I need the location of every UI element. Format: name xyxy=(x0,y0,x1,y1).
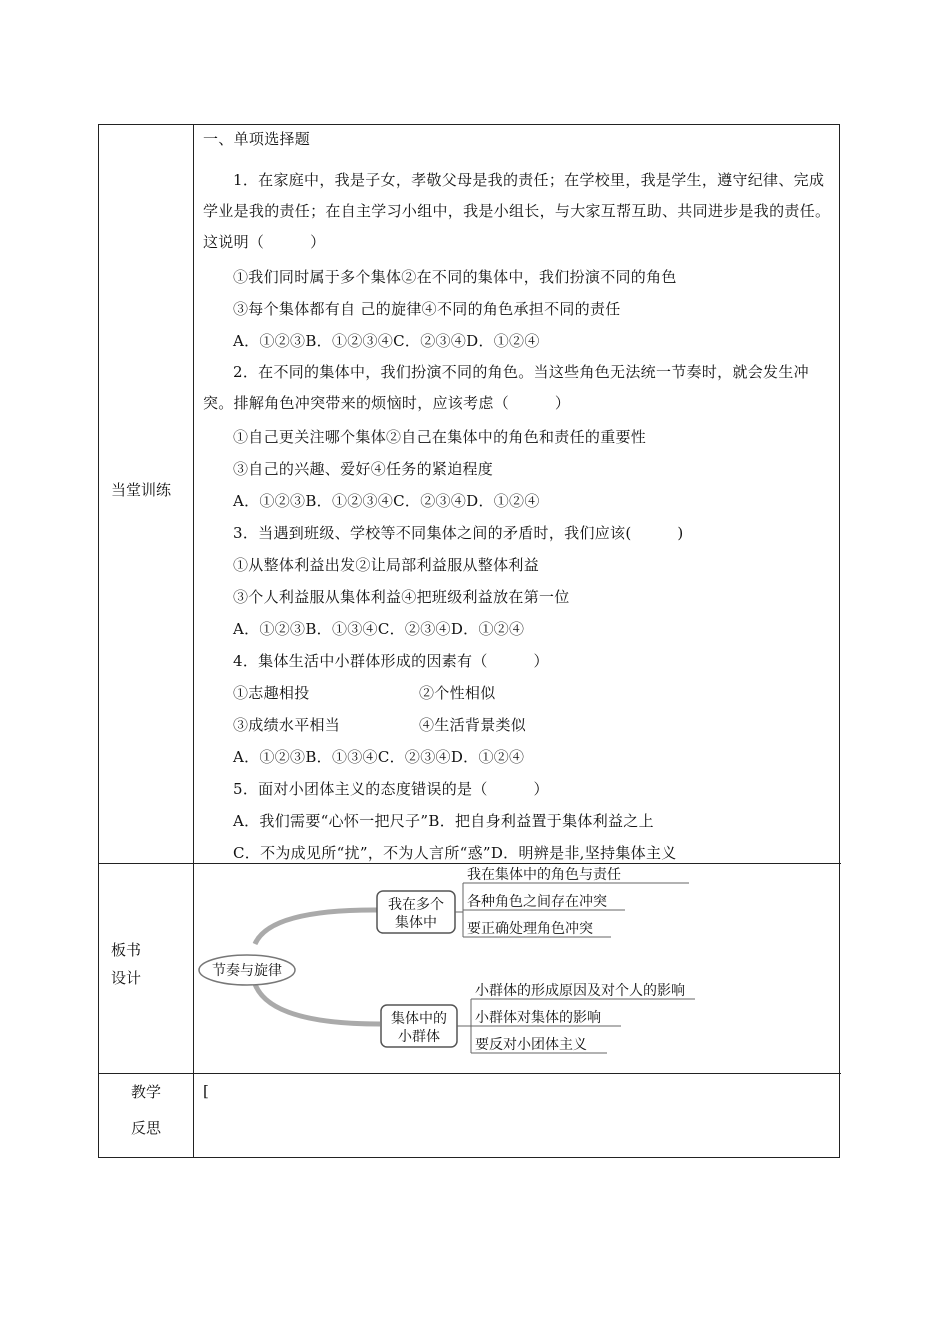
q1-stem: 1．在家庭中，我是子女，孝敬父母是我的责任；在学校里，我是学生，遵守纪律、完成学业是我的责任；在自主学习小组中，我是小组长，与大家互帮互助、共同进步是我的责任。这说明（ ） xyxy=(203,171,831,251)
column-divider xyxy=(193,125,194,1157)
branch1-label-line2: 集体中 xyxy=(395,915,437,931)
quiz-heading: 一、单项选择题 xyxy=(203,130,311,148)
q1-option-line2: ③每个集体都有自 己的旋律④不同的角色承担不同的责任 xyxy=(233,300,621,318)
q2-option-line2: ③自己的兴趣、爱好④任务的紧迫程度 xyxy=(233,460,494,478)
board-label-2: 设计 xyxy=(111,969,142,987)
q4-option-1a: ①志趣相投 xyxy=(233,684,310,702)
q3-choices: A．①②③B．①③④C．②③④D．①②④ xyxy=(233,620,525,638)
branch1-item-2: 各种角色之间存在冲突 xyxy=(467,894,607,910)
branch2-item-1: 小群体的形成原因及对个人的影响 xyxy=(475,983,685,999)
board-diagram xyxy=(195,864,715,1074)
training-label: 当堂训练 xyxy=(111,481,172,499)
q2-choices: A．①②③B．①②③④C．②③④D．①②④ xyxy=(233,492,540,510)
branch2-label-line2: 小群体 xyxy=(398,1029,440,1045)
q3-option-line1: ①从整体利益出发②让局部利益服从整体利益 xyxy=(233,556,540,574)
connector-upper xyxy=(255,910,380,944)
branch1-item-3: 要正确处理角色冲突 xyxy=(467,921,593,937)
q5-choices-line2: C．不为成见所“扰”，不为人言所“惑”D．明辨是非,坚持集体主义 xyxy=(233,844,677,862)
lesson-table xyxy=(98,124,840,1158)
board-label-1: 板书 xyxy=(111,941,142,959)
branch2-item-2: 小群体对集体的影响 xyxy=(475,1010,601,1026)
connector-lower xyxy=(255,984,380,1024)
branch2-label-line1: 集体中的 xyxy=(391,1011,447,1027)
q3-stem: 3．当遇到班级、学校等不同集体之间的矛盾时，我们应该( ) xyxy=(233,524,684,542)
q3-option-line2: ③个人利益服从集体利益④把班级利益放在第一位 xyxy=(233,588,570,606)
branch1-item-1: 我在集体中的角色与责任 xyxy=(467,867,621,883)
q5-stem: 5．面对小团体主义的态度错误的是（ ） xyxy=(233,780,549,798)
reflection-label-2: 反思 xyxy=(131,1119,162,1137)
branch1-label-line1: 我在多个 xyxy=(388,897,444,913)
q2-option-line1: ①自己更关注哪个集体②自己在集体中的角色和责任的重要性 xyxy=(233,428,647,446)
center-node-label: 节奏与旋律 xyxy=(212,963,282,979)
q4-stem: 4．集体生活中小群体形成的因素有（ ） xyxy=(233,652,549,670)
q4-option-1b: ②个性相似 xyxy=(419,684,496,702)
q5-choices-line1: A．我们需要“心怀一把尺子”B．把自身利益置于集体利益之上 xyxy=(233,812,654,830)
q1-choices: A．①②③B．①②③④C．②③④D．①②④ xyxy=(233,332,540,350)
q2-stem: 2．在不同的集体中，我们扮演不同的角色。当这些角色无法统一节奏时，就会发生冲突。排解角色冲突带来的烦恼时，应该考虑（ ） xyxy=(203,363,809,412)
reflection-content: [ xyxy=(203,1082,210,1100)
reflection-label-1: 教学 xyxy=(131,1083,162,1101)
q4-choices: A．①②③B．①③④C．②③④D．①②④ xyxy=(233,748,525,766)
q4-option-2a: ③成绩水平相当 xyxy=(233,716,341,734)
q1-option-line1: ①我们同时属于多个集体②在不同的集体中，我们扮演不同的角色 xyxy=(233,268,677,286)
branch1-bracket xyxy=(455,883,463,937)
q4-option-2b: ④生活背景类似 xyxy=(419,716,527,734)
branch2-item-3: 要反对小团体主义 xyxy=(475,1037,587,1053)
